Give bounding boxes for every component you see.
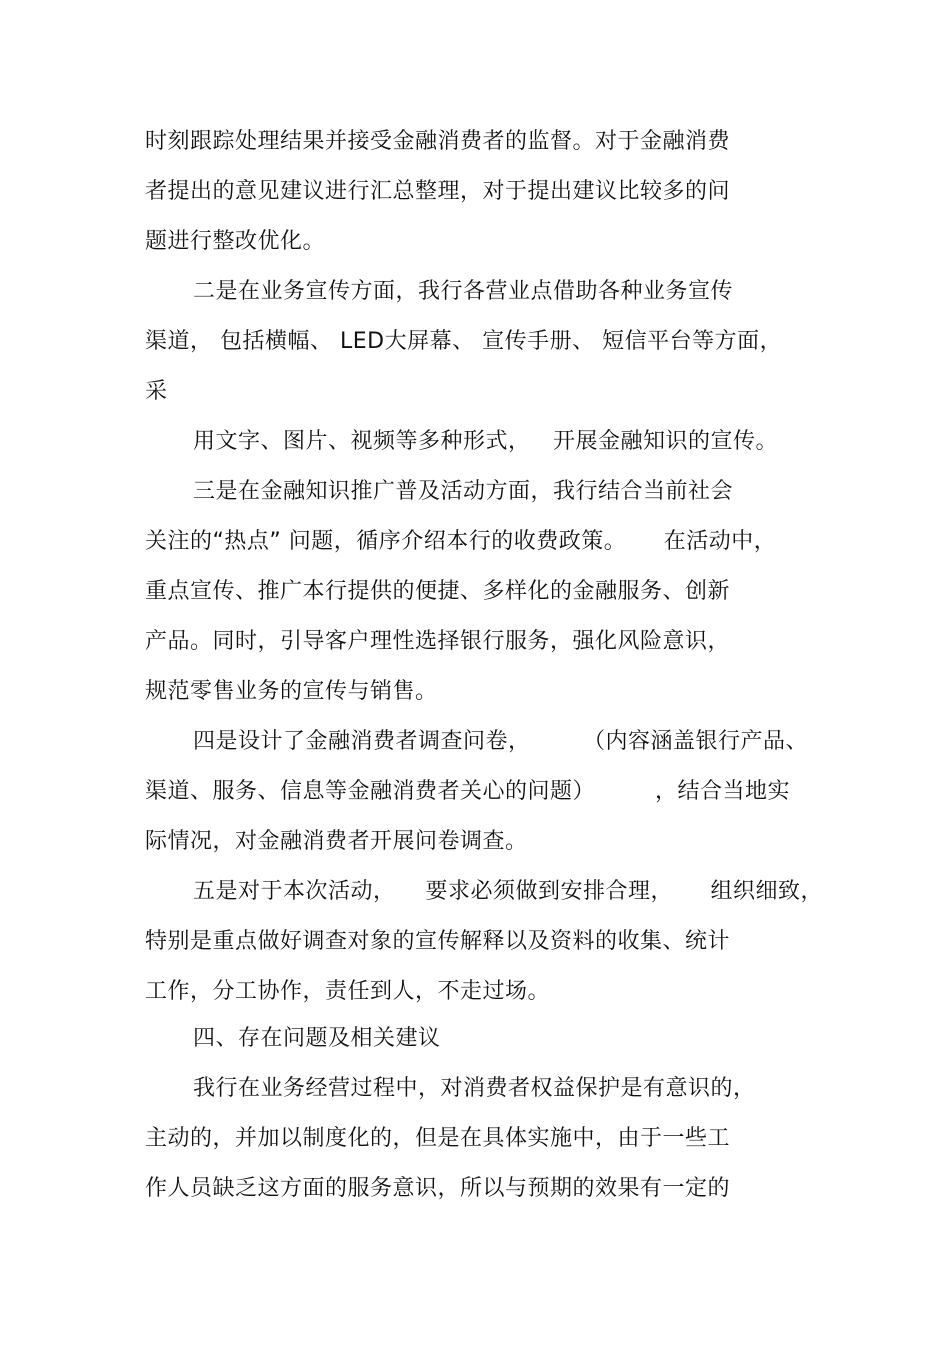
text-line: 产品。同时，引导客户理性选择银行服务，强化风险意识， (145, 629, 731, 654)
text-line: 我行在业务经营过程中，对消费者权益保护是有意识的， (193, 1076, 756, 1101)
text-line: 渠道， 包括横幅、 LED大屏幕、 宣传手册、 短信平台等方面， (145, 329, 783, 354)
text-line: 用文字、图片、视频等多种形式， 开展金融知识的宣传。 (193, 429, 778, 454)
text-line: 者提出的意见建议进行汇总整理，对于提出建议比较多的问 (145, 179, 731, 204)
text-line: 际情况，对金融消费者开展问卷调查。 (145, 829, 528, 854)
text-line: 采 (145, 379, 168, 404)
text-line: 工作，分工协作，责任到人，不走过场。 (145, 979, 551, 1004)
text-line: 规范零售业务的宣传与销售。 (145, 679, 438, 704)
text-line: 作人员缺乏这方面的服务意识，所以与预期的效果有一定的 (145, 1176, 731, 1201)
text-line: 主动的，并加以制度化的，但是在具体实施中，由于一些工 (145, 1126, 731, 1151)
text-line: 题进行整改优化。 (145, 229, 326, 254)
text-line: 渠道、服务、信息等金融消费者关心的问题） ，结合当地实 (145, 779, 790, 804)
text-line: 三是在金融知识推广普及活动方面，我行结合当前社会 (193, 479, 734, 504)
text-line: 五是对于本次活动， 要求必须做到安排合理， 组织细致， (193, 879, 823, 904)
text-line: 关注的“热点” 问题，循序介绍本行的收费政策。 在活动中， (145, 529, 777, 554)
section-heading: 四、存在问题及相关建议 (193, 1026, 441, 1051)
text-line: 时刻跟踪处理结果并接受金融消费者的监督。对于金融消费 (145, 129, 731, 154)
text-line: 二是在业务宣传方面，我行各营业点借助各种业务宣传 (193, 279, 734, 304)
text-line: 重点宣传、推广本行提供的便捷、多样化的金融服务、创新 (145, 579, 731, 604)
text-line: 四是设计了金融消费者调查问卷， （内容涵盖银行产品、 (193, 729, 808, 754)
text-line: 特别是重点做好调查对象的宣传解释以及资料的收集、统计 (145, 929, 731, 954)
